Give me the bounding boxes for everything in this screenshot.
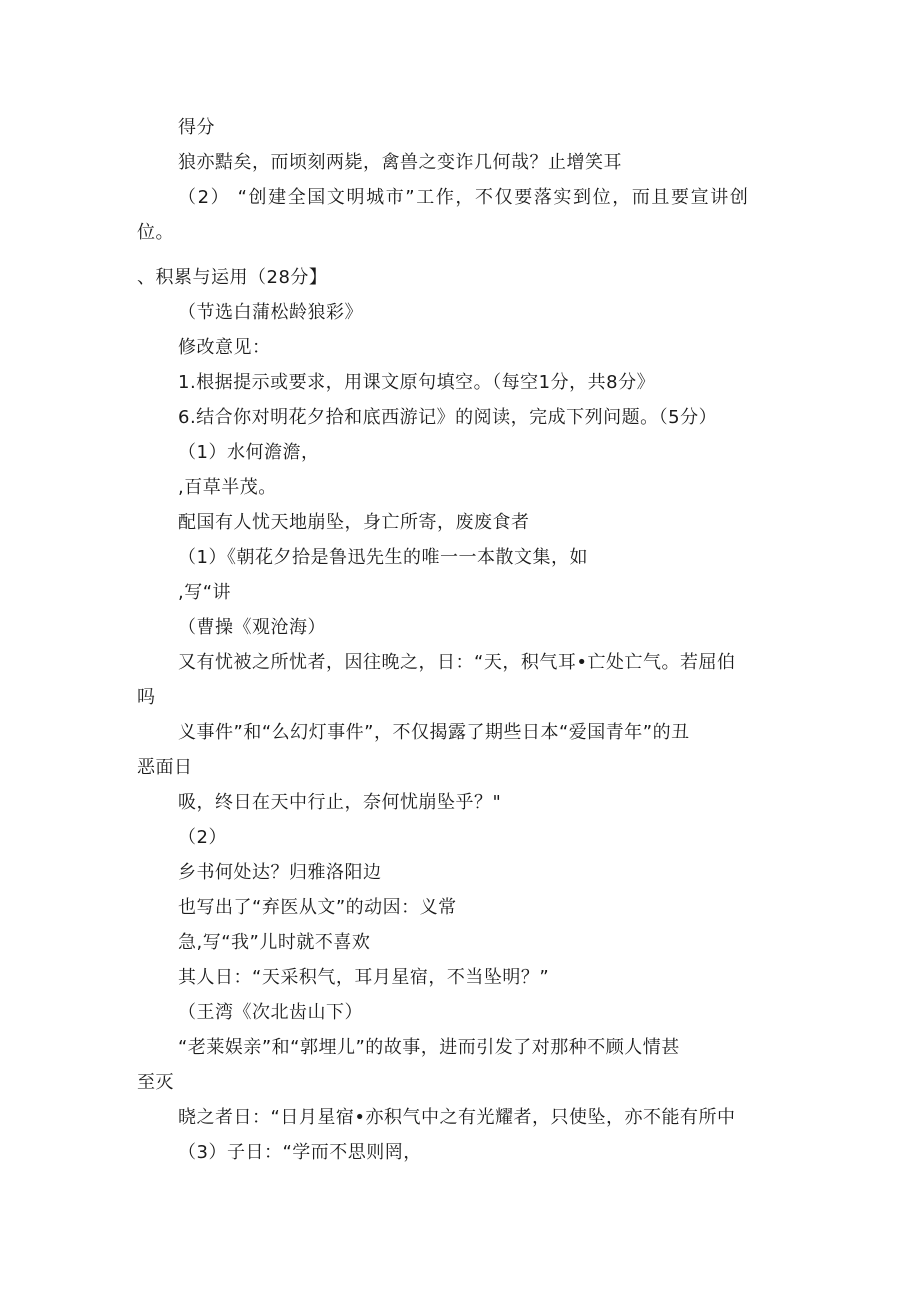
- text-line-18: 义事件”和“么幻灯事件”，不仅揭露了期些日本“爱国青年”的丑: [178, 722, 690, 743]
- text-line-9: 6.结合你对明花夕拾和底西游记》的阅读，完成下列问题。（5分）: [178, 407, 718, 428]
- text-line-4: 位。: [137, 222, 174, 243]
- text-line-14: ,写“讲: [178, 582, 232, 603]
- text-line-19: 恶面日: [137, 757, 193, 778]
- text-line-23: 也写出了“弃医从文”的动因：义常: [178, 897, 457, 918]
- text-line-26: （王湾《次北齿山下）: [178, 1002, 363, 1023]
- text-line-6: （节选白蒲松龄狼彩》: [178, 302, 363, 323]
- text-line-8: 1.根据提示或要求，用课文原句填空。（每空1分，共8分》: [178, 372, 656, 393]
- text-line-17: 吗: [137, 687, 156, 708]
- text-line-10: （1）水何澹澹，: [178, 442, 320, 463]
- text-line-29: 晓之者日：“日月星宿•亦积气中之有光耀者，只使坠，亦不能有所中: [178, 1107, 736, 1128]
- text-line-3: （2） “创建全国文明城市”工作，不仅要落实到位，而且要宣讲创: [178, 187, 750, 208]
- text-line-28: 至灭: [137, 1072, 174, 1093]
- text-line-13: （1）《朝花夕拾是鲁迅先生的唯一一本散文集，如: [178, 547, 588, 568]
- text-line-21: （2）: [178, 827, 227, 848]
- text-line-2: 狼亦黠矣，而顷刻两毙，禽兽之变诈几何哉？止增笑耳: [178, 152, 622, 173]
- text-line-30: （3）子日：“学而不思则罔，: [178, 1142, 422, 1163]
- text-line-15: （曹操《观沧海）: [178, 617, 326, 638]
- section-heading: 、积累与运用（28分】: [137, 267, 328, 288]
- text-line-7: 修改意见：: [178, 337, 271, 358]
- text-line-27: “老莱娱亲”和“郭埋儿”的故事，进而引发了对那种不顾人情甚: [178, 1037, 680, 1058]
- text-line-25: 其人日：“天采积气，耳月星宿，不当坠明？”: [178, 967, 550, 988]
- text-line-11: ,百草半茂。: [178, 477, 277, 498]
- text-line-20: 吸，终日在天中行止，奈何忧崩坠乎？": [178, 792, 502, 813]
- text-line-16: 又有忧被之所忧者，因往晚之，日：“天，积气耳•亡处亡气。若屈伯: [178, 652, 736, 673]
- text-line-22: 乡书何处达？归雅洛阳边: [178, 862, 382, 883]
- text-line-24: 急,写“我”儿时就不喜欢: [178, 932, 371, 953]
- text-line-1: 得分: [178, 117, 215, 138]
- text-line-12: 配国有人忧天地崩坠，身亡所寄，废废食者: [178, 512, 530, 533]
